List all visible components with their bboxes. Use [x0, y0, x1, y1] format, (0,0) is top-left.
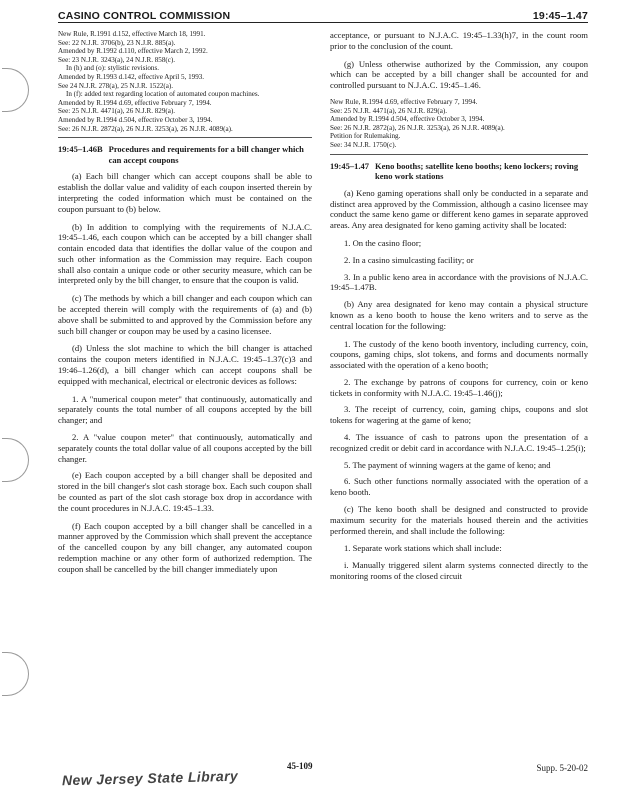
- paragraph-a: (a) Each bill changer which can accept coupons shall be able to establish the dollar value and validity of each coupon inserted therein by interpreting the coded information which must be contained on the coupon pursuant to (b) below.: [58, 171, 312, 214]
- history-note-1.46b: [330, 98, 588, 150]
- history-line: See: 34 N.J.R. 1750(c).: [330, 140, 397, 149]
- left-column: [58, 30, 312, 582]
- paragraph-b: (b) Any area designated for keno may contain a physical structure known as a keno booth to house the keno writers and to serve as the central location for the following:: [330, 299, 588, 331]
- section-title: Procedures and requirements for a bill changer which can accept coupons: [108, 144, 304, 165]
- history-line: See: 23 N.J.R. 3243(a), 24 N.J.R. 858(c).: [58, 55, 176, 64]
- list-item-b1: 1. The custody of the keno booth inventory, including currency, coin, coupons, gaming chips, slot tokens, and forms and documents normally associated with the operation of a keno booth;: [330, 338, 588, 371]
- history-line: See: 26 N.J.R. 2872(a), 26 N.J.R. 3253(a), 26 N.J.R. 4089(a).: [58, 124, 233, 133]
- history-note-1.46a: [58, 30, 312, 133]
- paragraph-d: (d) Unless the slot machine to which the bill changer is attached contains the coupon meters identified in N.J.A.C. 19:45–1.37(c)3 and 19:46–1.26(d), a bill changer which can accept coupons shall be equipped with mechanical, electrical or electronic devices as follows:: [58, 343, 312, 386]
- section-title: Keno booths; satellite keno booths; keno lockers; roving keno work stations: [374, 160, 579, 182]
- history-line: New Rule, R.1994 d.69, effective February 7, 1994.: [330, 97, 478, 106]
- history-line: Amended by R.1994 d.504, effective October 3, 1994.: [58, 115, 213, 124]
- paragraph-c: (c) The methods by which a bill changer and each coupon which can be accepted therein will comply with the requirements of (a) and (b) above shall be submitted to and approved by the Commission before any such bill changer or coupon may be used by a casino licensee.: [58, 293, 312, 336]
- history-line: See: 25 N.J.R. 4471(a), 26 N.J.R. 829(a).: [58, 107, 176, 116]
- paragraph-e: (e) Each coupon accepted by a bill changer shall be deposited and stored in the bill changer's slot cash storage box. Each such coupon shall be counted as part of the slot cash storage box drop in accordance with the count procedures in N.J.A.C. 19:45–1.33.: [58, 470, 312, 513]
- history-line: See 24 N.J.R. 278(a), 25 N.J.R. 1522(a).: [58, 81, 174, 90]
- list-item-a2: 2. In a casino simulcasting facility; or: [344, 254, 474, 265]
- section-divider: [58, 137, 312, 138]
- history-line: See: 25 N.J.R. 4471(a), 26 N.J.R. 829(a).: [330, 106, 448, 115]
- list-item-a3: 3. In a public keno area in accordance with the provisions of N.J.A.C. 19:45–1.47B.: [330, 271, 588, 293]
- list-item-d2: 2. A "value coupon meter" that continuously, automatically and separately counts the total dollar value of all coupons accepted by the bill changer.: [58, 432, 312, 464]
- binder-hole-top: [2, 68, 29, 112]
- list-item-b5: 5. The payment of winning wagers at the game of keno; and: [344, 459, 551, 470]
- history-line: See: 22 N.J.R. 3706(b), 23 N.J.R. 885(a).: [58, 38, 176, 47]
- running-header: [58, 6, 588, 23]
- section-divider: [330, 154, 588, 155]
- list-item-b3: 3. The receipt of currency, coin, gaming chips, coupons and slot tokens for wagering at the game of keno;: [330, 404, 588, 426]
- list-item-a1: 1. On the casino floor;: [344, 237, 422, 248]
- paragraph-b: (b) In addition to complying with the requirements of N.J.A.C. 19:45–1.46, each coupon which can be accepted by a bill changer shall contain encoded data that identifies the dollar value of the coupon and such other information as the Commission may require. Each coupon shall also contain a unique code or other security measure, which can be interpreted only by the bill changer, to ensure that the coupon is valid.: [58, 221, 312, 286]
- list-item-c1: 1. Separate work stations which shall include:: [344, 543, 502, 554]
- section-heading-1.46b: [58, 144, 312, 165]
- section-heading-1.47: [330, 161, 588, 182]
- history-line: Amended by R.1994 d.69, effective February 7, 1994.: [58, 98, 212, 107]
- paragraph-g: (g) Unless otherwise authorized by the Commission, any coupon which can be accepted by a bill changer shall be accounted for and controlled pursuant to N.J.A.C. 19:45–1.46.: [330, 58, 588, 91]
- binder-hole-middle: [2, 438, 29, 482]
- list-item-b4: 4. The issuance of cash to patrons upon the presentation of a recognized credit or debit card in accordance with N.J.A.C. 19:45–1.25(i);: [330, 432, 588, 453]
- right-column: [330, 30, 588, 588]
- binder-hole-bottom: [2, 652, 29, 696]
- paragraph-f-continued: acceptance, or pursuant to N.J.A.C. 19:45–1.33(h)7, in the count room prior to the conclusion of the count.: [330, 30, 588, 51]
- library-stamp: New Jersey State Library: [61, 767, 239, 789]
- list-item-d1: 1. A "numerical coupon meter" that continuously, automatically and separately counts the total number of all coupons accepted by the bill changer; and: [58, 393, 312, 426]
- history-line: In (f): added text regarding location of automated coupon machines.: [66, 90, 260, 99]
- history-line: Petition for Rulemaking.: [330, 132, 401, 141]
- section-number: 19:45–1.47: [330, 160, 369, 171]
- paragraph-a: (a) Keno gaming operations shall only be conducted in a separate and distinct area approved by the Commission, although a casino licensee may conduct the same keno game or different keno games in separate approved areas. Any area designated for keno gaming activity shall be located:: [330, 187, 588, 231]
- history-line: See: 26 N.J.R. 2872(a), 26 N.J.R. 3253(a), 26 N.J.R. 4089(a).: [330, 123, 505, 132]
- supplement-date: Supp. 5-20-02: [536, 763, 588, 773]
- list-item-b6: 6. Such other functions normally associated with the operation of a keno booth.: [330, 476, 588, 498]
- history-line: Amended by R.1992 d.110, effective March 2, 1992.: [58, 47, 208, 56]
- paragraph-f: (f) Each coupon accepted by a bill changer shall be cancelled in a manner approved by the Commission which shall prevent the acceptance of the cancelled coupon by any bill changer, any automated coupon redemption machine or any other form of authorized redemption. The coupon shall be cancelled by the bill changer immediately upon: [58, 520, 312, 574]
- history-line: Amended by R.1994 d.504, effective October 3, 1994.: [330, 115, 485, 124]
- list-item-c1-i: i. Manually triggered silent alarm systems connected directly to the monitoring rooms of the closed circuit: [330, 560, 588, 582]
- history-line: In (h) and (o): stylistic revisions.: [66, 64, 159, 73]
- list-item-b2: 2. The exchange by patrons of coupons for currency, coin or keno tickets in conformity with N.J.A.C. 19:45–1.46(j);: [330, 376, 588, 398]
- section-number: 19:45–1.46B: [58, 144, 103, 155]
- page-number: 45-109: [287, 761, 313, 771]
- header-title: CASINO CONTROL COMMISSION: [58, 10, 231, 22]
- paragraph-c: (c) The keno booth shall be designed and constructed to provide maximum security for the materials housed therein and the activities performed therein, and shall include the following:: [330, 504, 588, 536]
- history-line: Amended by R.1993 d.142, effective April 5, 1993.: [58, 72, 205, 81]
- header-section-range: 19:45–1.47: [532, 10, 588, 22]
- history-line: New Rule, R.1991 d.152, effective March 18, 1991.: [58, 30, 206, 38]
